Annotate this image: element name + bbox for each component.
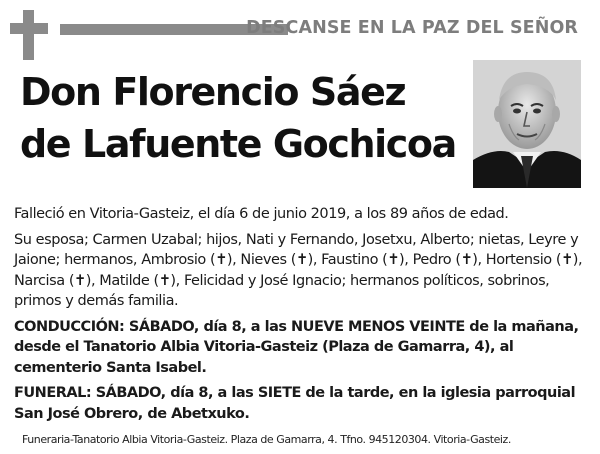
death-notice: Falleció en Vitoria-Gasteiz, el día 6 de junio 2019, a los 89 años de edad.	[14, 206, 509, 222]
name-line-1: Don Florencio Sáez	[20, 70, 406, 114]
portrait-photo	[473, 60, 581, 188]
cross-icon	[10, 10, 48, 60]
obituary-body	[14, 204, 586, 429]
conduccion-info: CONDUCCIÓN: SÁBADO, día 8, a las NUEVE MENOS VEINTE de la mañana, desde el Tanatorio Albia Vitoria-Gasteiz (Plaza de Gamarra, 4), al cementerio Santa Isabel.	[14, 318, 579, 376]
header-title: DESCANSE EN LA PAZ DEL SEÑOR	[246, 18, 578, 38]
name-line-2: de Lafuente Gochicoa	[20, 122, 456, 166]
funeral-info: FUNERAL: SÁBADO, día 8, a las SIETE de la tarde, en la iglesia parroquial San José Obrero, de Abetxuko.	[14, 385, 576, 422]
family-list: Su esposa; Carmen Uzabal; hijos, Nati y Fernando, Josetxu, Alberto; nietas, Leyre y Jaione; hermanos, Ambrosio (✝), Nieves (✝), Faustino (✝), Pedro (✝), Hortensio (✝), Narcisa (✝), Matilde (✝), Felicidad y José Ignacio; hermanos políticos, sobrinos, primos y demás familia.	[14, 231, 583, 309]
funeral-home-footer: Funeraria-Tanatorio Albia Vitoria-Gasteiz. Plaza de Gamarra, 4. Tfno. 945120304. Vitoria-Gasteiz.	[22, 433, 511, 446]
deceased-name	[20, 66, 456, 170]
